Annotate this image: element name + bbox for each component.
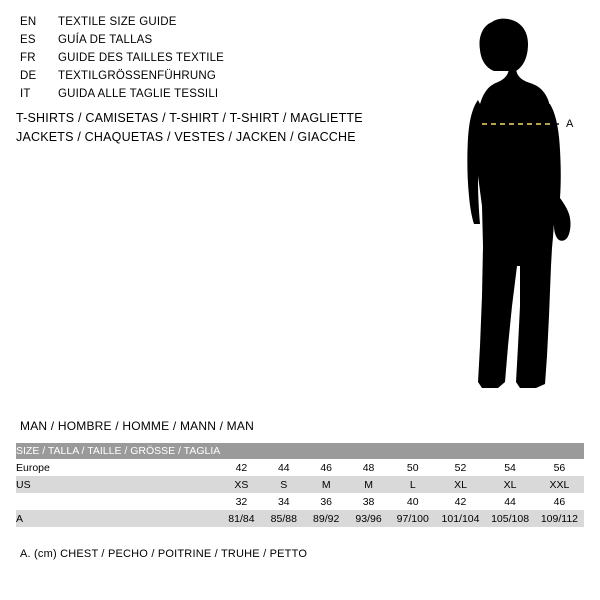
cell-usnum-6: 42 (436, 493, 486, 510)
garment-categories (16, 111, 436, 149)
silhouette-svg (420, 16, 590, 396)
language-code-it: IT (20, 88, 31, 100)
category-jackets: JACKETS / CHAQUETAS / VESTES / JACKEN / GIACCHE (16, 130, 356, 144)
table-header-spacer-6 (436, 443, 486, 459)
cell-europe-7: 54 (485, 459, 535, 476)
cell-europe-4: 48 (347, 459, 389, 476)
language-title-list (20, 16, 380, 106)
language-row-fr (20, 52, 380, 70)
cell-us-1: XS (220, 476, 262, 493)
cell-us-2: S (263, 476, 305, 493)
language-text-es: GUÍA DE TALLAS (58, 34, 153, 46)
cell-chest-7: 105/108 (485, 510, 535, 527)
cell-europe-6: 52 (436, 459, 486, 476)
table-header-spacer-8 (535, 443, 584, 459)
cell-chest-3: 89/92 (305, 510, 347, 527)
table-header-spacer-5 (390, 443, 436, 459)
row-label-chest: A (16, 510, 220, 527)
cell-usnum-4: 38 (347, 493, 389, 510)
language-row-de (20, 70, 380, 88)
table-header-spacer-7 (485, 443, 535, 459)
cell-us-8: XXL (535, 476, 584, 493)
cell-us-5: L (390, 476, 436, 493)
cell-chest-1: 81/84 (220, 510, 262, 527)
language-text-de: TEXTILGRÖSSENFÜHRUNG (58, 70, 216, 82)
male-silhouette-figure (420, 16, 590, 396)
language-text-fr: GUIDE DES TAILLES TEXTILE (58, 52, 225, 64)
row-label-us: US (16, 476, 220, 493)
language-row-en (20, 16, 380, 34)
language-code-de: DE (20, 70, 37, 82)
table-header-spacer-1 (220, 443, 262, 459)
table-section-title: MAN / HOMBRE / HOMME / MANN / MAN (20, 419, 254, 433)
cell-usnum-7: 44 (485, 493, 535, 510)
size-table (16, 443, 584, 527)
cell-europe-8: 56 (535, 459, 584, 476)
cell-us-7: XL (485, 476, 535, 493)
cell-usnum-5: 40 (390, 493, 436, 510)
cell-chest-8: 109/112 (535, 510, 584, 527)
row-label-europe: Europe (16, 459, 220, 476)
table-header-spacer-3 (305, 443, 347, 459)
table-row (16, 459, 584, 476)
cell-europe-5: 50 (390, 459, 436, 476)
table-row (16, 493, 584, 510)
table-row (16, 476, 584, 493)
cell-chest-2: 85/88 (263, 510, 305, 527)
table-header-row (16, 443, 584, 459)
cell-chest-5: 97/100 (390, 510, 436, 527)
cell-chest-4: 93/96 (347, 510, 389, 527)
cell-europe-2: 44 (263, 459, 305, 476)
language-code-fr: FR (20, 52, 36, 64)
language-code-es: ES (20, 34, 36, 46)
table-header-spacer-2 (263, 443, 305, 459)
cell-usnum-2: 34 (263, 493, 305, 510)
cell-us-6: XL (436, 476, 486, 493)
table-footnote: A. (cm) CHEST / PECHO / POITRINE / TRUHE / PETTO (20, 548, 308, 560)
table-row (16, 510, 584, 527)
cell-europe-1: 42 (220, 459, 262, 476)
cell-europe-3: 46 (305, 459, 347, 476)
table-header-spacer-4 (347, 443, 389, 459)
cell-chest-6: 101/104 (436, 510, 486, 527)
cell-us-3: M (305, 476, 347, 493)
cell-us-4: M (347, 476, 389, 493)
cell-usnum-8: 46 (535, 493, 584, 510)
language-code-en: EN (20, 16, 37, 28)
cell-usnum-1: 32 (220, 493, 262, 510)
chest-callout-label: A (566, 118, 574, 130)
cell-usnum-3: 36 (305, 493, 347, 510)
category-tshirts: T-SHIRTS / CAMISETAS / T-SHIRT / T-SHIRT / MAGLIETTE (16, 111, 363, 125)
table-header-label: SIZE / TALLA / TAILLE / GRÖSSE / TAGLIA (16, 445, 221, 457)
language-text-it: GUIDA ALLE TAGLIE TESSILI (58, 88, 219, 100)
row-label-us-numeric (16, 493, 220, 510)
language-row-es (20, 34, 380, 52)
silhouette-body (467, 19, 570, 388)
language-row-it (20, 88, 380, 106)
language-text-en: TEXTILE SIZE GUIDE (58, 16, 177, 28)
